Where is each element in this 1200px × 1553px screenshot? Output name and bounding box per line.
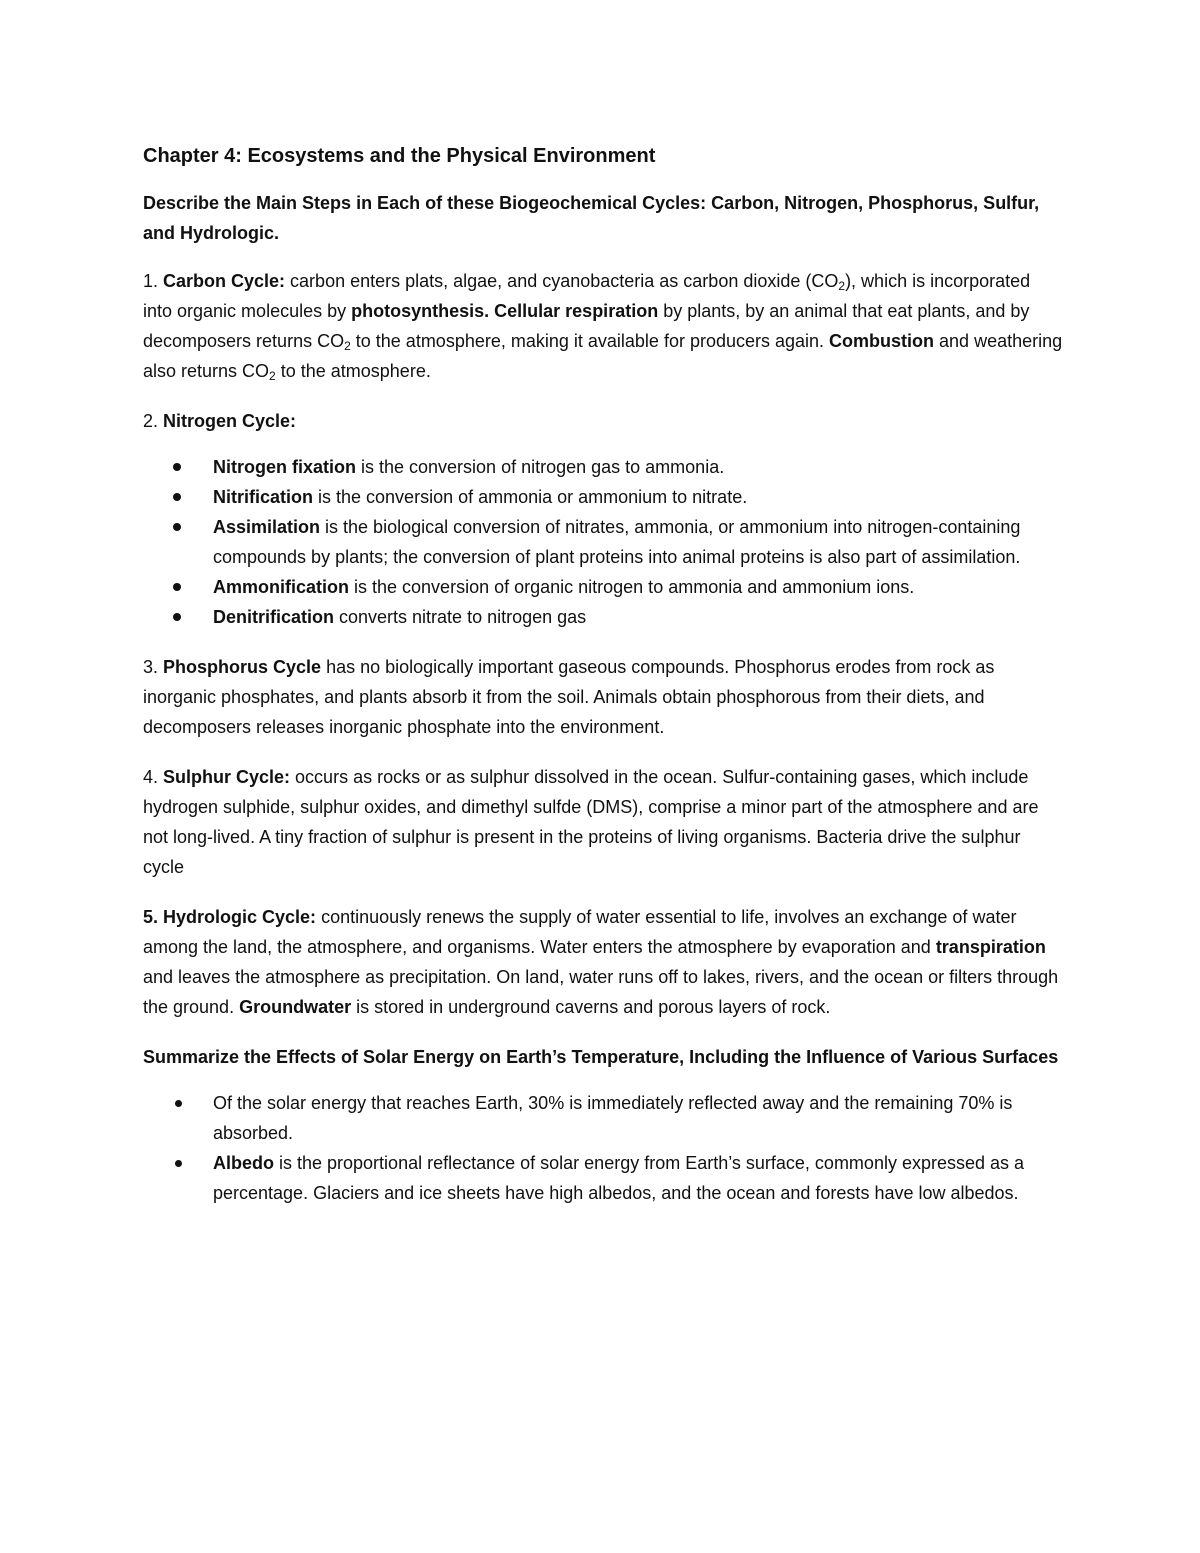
carbon-cycle-label: Carbon Cycle: <box>163 271 286 291</box>
term-photosynthesis: photosynthesis. <box>351 301 490 321</box>
phosphorus-number: 3. <box>143 657 164 677</box>
sulphur-number: 4. <box>143 767 164 787</box>
list-item-text: is the conversion of nitrogen gas to ammonia. <box>356 457 725 477</box>
list-item <box>213 572 1063 602</box>
carbon-text-1: carbon enters plats, algae, and cyanobacteria as carbon dioxide (CO <box>285 271 839 291</box>
hydrologic-text-2: and leaves the atmosphere as precipitation. On land, water runs off to lakes, rivers, and the ocean or filters through the ground. <box>143 967 1059 1017</box>
hydrologic-text-1: continuously renews the supply of water essential to life, involves an exchange of water among the land, the atmosphere, and organisms. Water enters the atmosphere by evaporation and <box>143 907 1017 957</box>
carbon-text-7: to the atmosphere. <box>275 361 431 381</box>
term-transpiration: transpiration <box>935 937 1046 957</box>
list-item <box>213 452 1063 482</box>
carbon-number: 1. <box>143 271 164 291</box>
term-albedo: Albedo <box>213 1153 274 1173</box>
list-item <box>213 1148 1063 1208</box>
carbon-text-6: and weathering also returns CO <box>143 331 1063 381</box>
bullet-icon <box>173 613 181 621</box>
nitrogen-list <box>143 452 1063 632</box>
carbon-cycle-paragraph <box>143 266 1063 386</box>
page-title: Chapter 4: Ecosystems and the Physical Environment <box>143 145 656 167</box>
bullet-icon <box>173 493 181 501</box>
sulphur-cycle-paragraph <box>143 762 1063 882</box>
list-item <box>213 602 1063 632</box>
nitrogen-cycle-heading <box>143 406 1063 436</box>
bullet-icon <box>173 523 181 531</box>
section-heading-cycles: Describe the Main Steps in Each of these Biogeochemical Cycles: Carbon, Nitrogen, Phosphorus, Sulfur, and Hydrologic. <box>143 193 1040 243</box>
solar-list <box>143 1088 1063 1208</box>
co2-subscript: 2 <box>269 369 276 383</box>
term-groundwater: Groundwater <box>239 997 352 1017</box>
term-cellular-respiration: Cellular respiration <box>494 301 659 321</box>
bullet-icon <box>175 1160 182 1167</box>
hydrologic-cycle-paragraph <box>143 902 1063 1022</box>
carbon-text-4: by plants, by an animal that eat plants, and by decomposers returns CO <box>143 301 1030 351</box>
list-item-text: is the conversion of ammonia or ammonium to nitrate. <box>313 487 748 507</box>
list-item-text: converts nitrate to nitrogen gas <box>334 607 587 627</box>
document-page <box>143 138 1063 1228</box>
carbon-text-5: to the atmosphere, making it available for producers again. <box>350 331 830 351</box>
list-item <box>213 482 1063 512</box>
list-item-term: Denitrification <box>213 607 335 627</box>
sulphur-cycle-label: Sulphur Cycle: <box>163 767 291 787</box>
hydrologic-text-3: is stored in underground caverns and porous layers of rock. <box>351 997 831 1017</box>
nitrogen-cycle-label: Nitrogen Cycle: <box>163 411 297 431</box>
list-item <box>213 512 1063 572</box>
co2-subscript: 2 <box>344 339 351 353</box>
list-item-term: Ammonification <box>213 577 350 597</box>
list-item <box>213 1088 1063 1148</box>
nitrogen-number: 2. <box>143 411 164 431</box>
phosphorus-text: has no biologically important gaseous compounds. Phosphorus erodes from rock as inorganic phosphates, and plants absorb it from the soil. Animals obtain phosphorous from their diets, and decomposers releases inorganic phosphate into the environment. <box>143 657 995 737</box>
bullet-icon <box>175 1100 182 1107</box>
hydrologic-number: 5. <box>143 907 164 927</box>
phosphorus-cycle-paragraph <box>143 652 1063 742</box>
list-item-term: Nitrification <box>213 487 314 507</box>
co2-subscript: 2 <box>838 279 846 293</box>
list-item-text: Of the solar energy that reaches Earth, 30% is immediately reflected away and the remaining 70% is absorbed. <box>213 1093 1013 1143</box>
list-item-text: is the proportional reflectance of solar energy from Earth’s surface, commonly expressed as a percentage. Glaciers and ice sheets have high albedos, and the ocean and forests have low albedos. <box>213 1153 1025 1203</box>
section-heading-solar: Summarize the Effects of Solar Energy on Earth’s Temperature, Including the Influence of Various Surfaces <box>143 1047 1059 1067</box>
list-item-text: is the biological conversion of nitrates, ammonia, or ammonium into nitrogen-containing compounds by plants; the conversion of plant proteins into animal proteins is also part of assimilation. <box>213 517 1021 567</box>
bullet-icon <box>173 463 181 471</box>
carbon-text-2: ), which is incorporated into organic molecules by <box>143 271 1031 321</box>
phosphorus-cycle-label: Phosphorus Cycle <box>163 657 322 677</box>
bullet-icon <box>173 583 181 591</box>
sulphur-text: occurs as rocks or as sulphur dissolved in the ocean. Sulfur-containing gases, which include hydrogen sulphide, sulphur oxides, and dimethyl sulfde (DMS), comprise a minor part of the atmosphere and are not long-lived. A tiny fraction of sulphur is present in the proteins of living organisms. Bacteria drive the sulphur cycle <box>143 767 1039 877</box>
list-item-text: is the conversion of organic nitrogen to ammonia and ammonium ions. <box>349 577 915 597</box>
hydrologic-cycle-label: Hydrologic Cycle: <box>163 907 317 927</box>
list-item-term: Assimilation <box>213 517 321 537</box>
term-combustion: Combustion <box>829 331 935 351</box>
list-item-term: Nitrogen fixation <box>213 457 356 477</box>
